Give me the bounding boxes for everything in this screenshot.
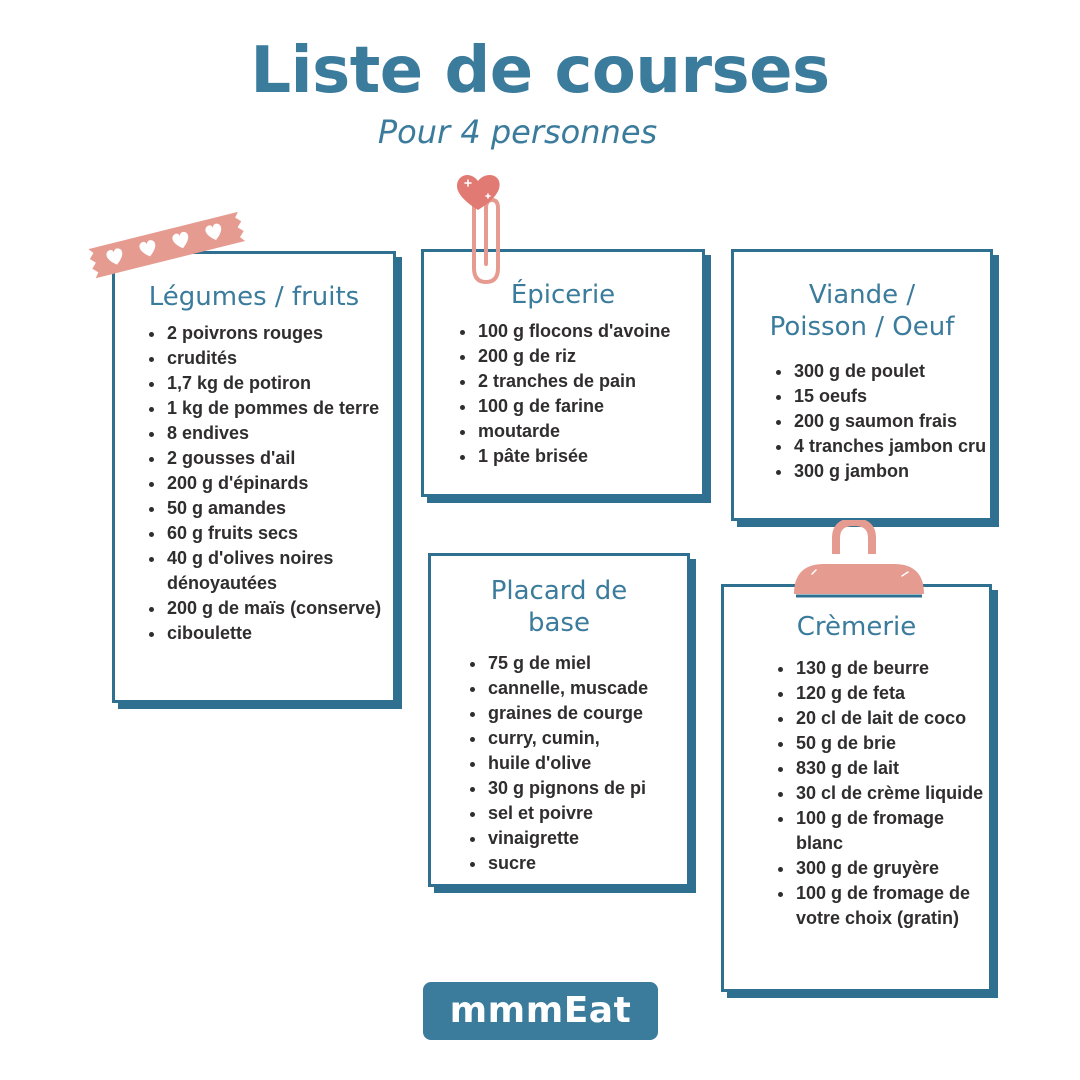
list-item: sel et poivre (466, 801, 687, 826)
list-item: 120 g de feta (774, 681, 989, 706)
mmmeat-logo: mmmEat (423, 982, 658, 1040)
list-item: vinaigrette (466, 826, 687, 851)
list-item: 20 cl de lait de coco (774, 706, 989, 731)
list-item: 200 g d'épinards (145, 471, 393, 496)
list-item: 8 endives (145, 421, 393, 446)
list-placard (466, 651, 687, 876)
list-legumes (145, 321, 393, 646)
page-title: Liste de courses (250, 34, 830, 108)
card-title-viande (734, 279, 990, 343)
heart-tape-icon (82, 206, 252, 286)
card-title-viande-line1: Viande / (808, 280, 916, 310)
list-item: cannelle, muscade (466, 676, 687, 701)
list-item: crudités (145, 346, 393, 371)
card-viande-poisson-oeuf (731, 249, 993, 521)
list-viande (772, 359, 990, 484)
card-title-placard-line2: base (528, 608, 590, 638)
list-item: 50 g amandes (145, 496, 393, 521)
list-item: 300 g de poulet (772, 359, 990, 384)
list-item: 200 g de maïs (conserve) (145, 596, 393, 621)
list-item: 40 g d'olives noires dénoyautées (145, 546, 393, 596)
card-placard-de-base (428, 553, 690, 887)
list-item: 200 g saumon frais (772, 409, 990, 434)
list-item: curry, cumin, (466, 726, 687, 751)
list-item: 30 cl de crème liquide (774, 781, 989, 806)
list-item: 100 g flocons d'avoine (456, 319, 702, 344)
list-item: 200 g de riz (456, 344, 702, 369)
list-item: 4 tranches jambon cru (772, 434, 990, 459)
list-item: 75 g de miel (466, 651, 687, 676)
list-item: 100 g de farine (456, 394, 702, 419)
list-item: 1,7 kg de potiron (145, 371, 393, 396)
list-item: 130 g de beurre (774, 656, 989, 681)
list-item: 300 g de gruyère (774, 856, 989, 881)
list-item: ciboulette (145, 621, 393, 646)
list-item: 100 g de fromage blanc (774, 806, 989, 856)
list-item: 830 g de lait (774, 756, 989, 781)
list-item: 50 g de brie (774, 731, 989, 756)
list-item: 300 g jambon (772, 459, 990, 484)
list-item: 100 g de fromage de votre choix (gratin) (774, 881, 989, 931)
card-title-placard-line1: Placard de (490, 576, 628, 606)
card-title-viande-line2: Poisson / Oeuf (769, 312, 955, 342)
list-item: sucre (466, 851, 687, 876)
card-title-legumes: Légumes / fruits (148, 282, 360, 312)
list-item: graines de courge (466, 701, 687, 726)
card-cremerie (721, 584, 992, 992)
card-title-placard (431, 575, 687, 639)
list-cremerie (774, 656, 989, 931)
list-item: 60 g fruits secs (145, 521, 393, 546)
page-subtitle: Pour 4 personnes (377, 113, 658, 151)
list-item: 2 gousses d'ail (145, 446, 393, 471)
list-item: 30 g pignons de pi (466, 776, 687, 801)
list-item: 1 pâte brisée (456, 444, 702, 469)
heart-paperclip-icon (452, 168, 512, 293)
list-item: 2 poivrons rouges (145, 321, 393, 346)
card-title-epicerie: Épicerie (510, 280, 616, 310)
list-item: 15 oeufs (772, 384, 990, 409)
list-item: 1 kg de pommes de terre (145, 396, 393, 421)
card-legumes-fruits (112, 251, 396, 703)
list-item: huile d'olive (466, 751, 687, 776)
list-item: moutarde (456, 419, 702, 444)
card-title-cremerie: Crèmerie (796, 612, 917, 642)
binder-clip-icon (790, 520, 930, 604)
list-epicerie (456, 319, 702, 469)
list-item: 2 tranches de pain (456, 369, 702, 394)
